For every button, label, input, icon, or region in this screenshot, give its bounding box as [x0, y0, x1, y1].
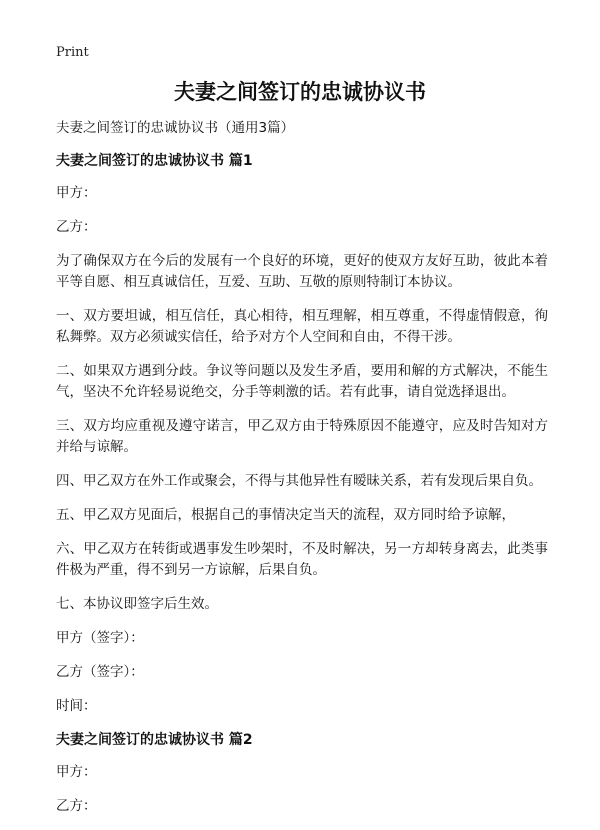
section-heading: 夫妻之间签订的忠诚协议书 篇2	[56, 732, 253, 748]
print-link[interactable]: Print	[56, 45, 89, 60]
clause-2: 二、如果双方遇到分歧。争议等问题以及发生矛盾，要用和解的方式解决，不能生气，坚决不允许轻易说绝交，分手等刺激的话。若有此事，请自觉选择退出。	[56, 363, 548, 400]
clause-4: 四、甲乙双方在外工作或聚会，不得与其他异性有暧昧关系，若有发现后果自负。	[56, 473, 542, 489]
party-b-line: 乙方：	[56, 798, 97, 814]
section-2	[56, 730, 548, 817]
party-b-signature: 乙方（签字）：	[56, 664, 144, 680]
clause-1: 一、双方要坦诚，相互信任，真心相待，相互理解，相互尊重，不得虚情假意，徇私舞弊。双方必须诚实信任，给予对方个人空间和自由，不得干涉。	[56, 308, 548, 345]
party-b-line: 乙方：	[56, 219, 97, 235]
section-1	[56, 151, 548, 717]
clause-7: 七、本协议即签字后生效。	[56, 596, 218, 612]
party-a-line: 甲方：	[56, 764, 97, 780]
date-line: 时间：	[56, 698, 97, 714]
document-body	[56, 118, 548, 830]
preamble-paragraph: 为了确保双方在今后的发展有一个良好的环境，更好的使双方友好互助，彼此本着平等自愿、相互真诚信任，互爱、互助、互敬的原则特制订本协议。	[56, 253, 548, 290]
clause-5: 五、甲乙双方见面后，根据自己的事情决定当天的流程，双方同时给予谅解，	[56, 507, 515, 523]
clause-6: 六、甲乙双方在转街或遇事发生吵架时，不及时解决，另一方却转身离去，此类事件极为严重，得不到另一方谅解，后果自负。	[56, 541, 548, 578]
document-subtitle: 夫妻之间签订的忠诚协议书（通用3篇）	[56, 120, 295, 136]
clause-3: 三、双方均应重视及遵守诺言，甲乙双方由于特殊原因不能遵守，应及时告知对方并给与谅解。	[56, 418, 548, 455]
section-heading: 夫妻之间签订的忠诚协议书 篇1	[56, 153, 253, 169]
party-a-signature: 甲方（签字）：	[56, 630, 144, 646]
page-title: 夫妻之间签订的忠诚协议书	[174, 80, 426, 104]
party-a-line: 甲方：	[56, 185, 97, 201]
